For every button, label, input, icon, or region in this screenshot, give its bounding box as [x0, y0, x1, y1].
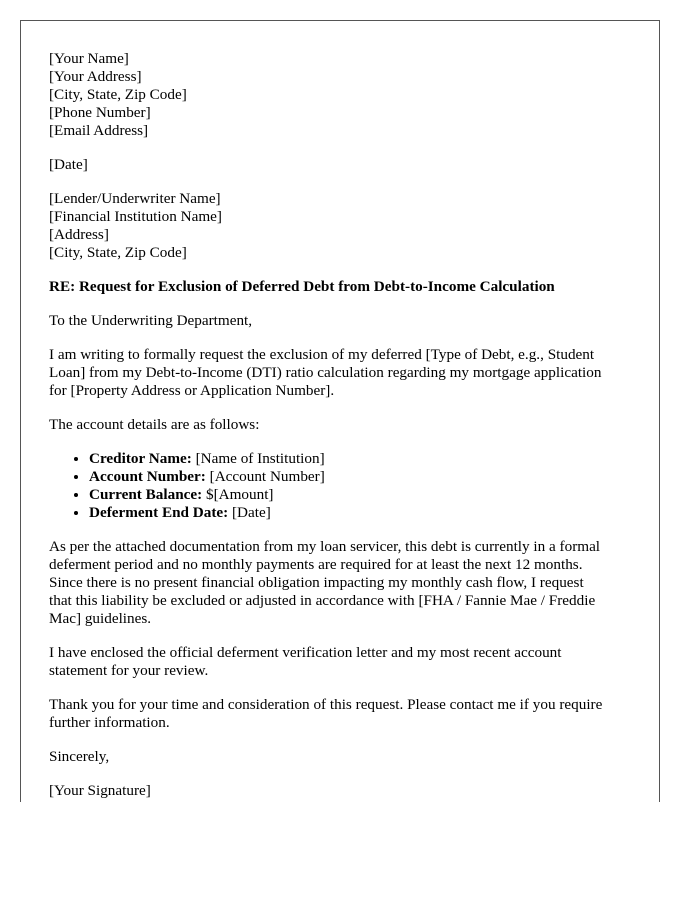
list-item: [89, 486, 631, 504]
recipient-institution: [Financial Institution Name]: [49, 208, 222, 225]
recipient-city-state-zip: [City, State, Zip Code]: [49, 244, 187, 261]
thanks-paragraph: [49, 696, 631, 732]
letter-page: [20, 20, 660, 802]
list-item: [89, 468, 631, 486]
closing: Sincerely,: [49, 748, 110, 765]
deferment-paragraph-line: Mac] guidelines.: [49, 610, 152, 627]
deferment-paragraph-line: Since there is no present financial obligation impacting my monthly cash flow, I request: [49, 574, 584, 591]
recipient-address: [Address]: [49, 226, 109, 243]
detail-value: [Name of Institution]: [191, 450, 325, 467]
thanks-paragraph-line: further information.: [49, 714, 170, 731]
request-paragraph-line: Loan] from my Debt-to-Income (DTI) ratio calculation regarding my mortgage application: [49, 364, 602, 381]
salutation: To the Underwriting Department,: [49, 312, 253, 329]
letter-date: [Date]: [49, 156, 88, 173]
deferment-paragraph-line: As per the attached documentation from my loan servicer, this debt is currently in a formal: [49, 538, 601, 555]
date-block: [49, 156, 631, 174]
detail-label: Current Balance:: [89, 486, 203, 503]
enclosure-paragraph-line: I have enclosed the official deferment verification letter and my most recent account: [49, 644, 562, 661]
recipient-name: [Lender/Underwriter Name]: [49, 190, 221, 207]
detail-value: [Date]: [228, 504, 271, 521]
deferment-paragraph-line: that this liability be excluded or adjusted in accordance with [FHA / Fannie Mae / Freddie: [49, 592, 596, 609]
signature: [Your Signature]: [49, 782, 151, 799]
enclosure-paragraph: [49, 644, 631, 680]
sender-city-state-zip: [City, State, Zip Code]: [49, 86, 187, 103]
detail-value: $[Amount]: [202, 486, 274, 503]
account-details-list: [49, 450, 631, 522]
sender-phone: [Phone Number]: [49, 104, 151, 121]
recipient-block: [49, 190, 631, 262]
deferment-paragraph-line: deferment period and no monthly payments are required for at least the next 12 months.: [49, 556, 583, 573]
list-item: [89, 504, 631, 522]
detail-value: [Account Number]: [205, 468, 325, 485]
sender-email: [Email Address]: [49, 122, 149, 139]
deferment-paragraph: [49, 538, 631, 628]
detail-label: Creditor Name:: [89, 450, 192, 467]
request-paragraph: [49, 346, 631, 400]
detail-label: Deferment End Date:: [89, 504, 229, 521]
sender-block: [49, 50, 631, 140]
request-paragraph-line: I am writing to formally request the exclusion of my deferred [Type of Debt, e.g., Student: [49, 346, 595, 363]
detail-label: Account Number:: [89, 468, 206, 485]
details-intro: The account details are as follows:: [49, 416, 260, 433]
sender-name: [Your Name]: [49, 50, 129, 67]
sender-address: [Your Address]: [49, 68, 142, 85]
subject-line: RE: Request for Exclusion of Deferred Debt from Debt-to-Income Calculation: [49, 278, 555, 295]
thanks-paragraph-line: Thank you for your time and consideration of this request. Please contact me if you require: [49, 696, 603, 713]
enclosure-paragraph-line: statement for your review.: [49, 662, 209, 679]
request-paragraph-line: for [Property Address or Application Number].: [49, 382, 335, 399]
list-item: [89, 450, 631, 468]
